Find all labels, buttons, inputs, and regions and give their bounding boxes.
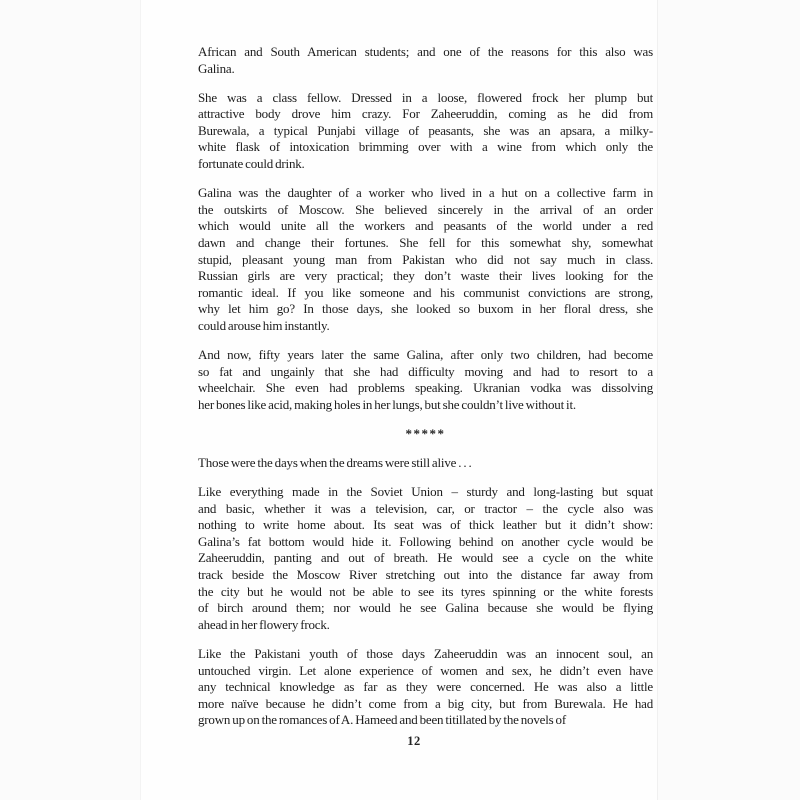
text-line: Burewala, a typical Punjabi village of peasants, she was an apsara, a milky- [198, 122, 653, 138]
text-line: Galina was the daughter of a worker who lived in a hut on a collective farm in [198, 185, 653, 201]
text-line: And now, fifty years later the same Galina, after only two children, had become [198, 347, 653, 362]
text-line: track beside the Moscow River stretching out into the distance far away from [198, 567, 653, 583]
text-line: African and South American students; and one of the reasons for this also was [198, 44, 653, 59]
paragraph [198, 90, 653, 173]
text-line: her bones like acid, making holes in her lungs, but she couldn’t live without it. [198, 396, 576, 412]
text-line: attractive body drove him crazy. For Zaheeruddin, coming as he did from [198, 106, 653, 122]
text-line: wheelchair. She even had problems speaking. Ukranian vodka was dissolving [198, 380, 653, 396]
text-line: of birch around them; nor would he see Galina because she would be flying [198, 600, 653, 616]
text-line: fortunate could drink. [198, 156, 305, 172]
text-line: which would unite all the workers and peasants of the world under a red [198, 218, 653, 234]
text-line: could arouse him instantly. [198, 317, 330, 333]
text-line: She was a class fellow. Dressed in a loose, flowered frock her plump but [198, 89, 653, 105]
text-block [198, 44, 653, 741]
text-line: Zaheeruddin, panting and out of breath. He would see a cycle on the white [198, 550, 653, 566]
text-line: ahead in her flowery frock. [198, 616, 330, 632]
text-line: Like everything made in the Soviet Union – sturdy and long-lasting but squat [198, 484, 653, 500]
paragraph [198, 455, 653, 472]
text-line: Those were the days when the dreams were still alive . . . [198, 454, 472, 470]
paragraph [198, 484, 653, 633]
text-line: Russian girls are very practical; they don’t waste their lives looking for the [198, 268, 653, 284]
paragraph [198, 347, 653, 413]
text-line: untouched virgin. Let alone experience of women and sex, he didn’t even have [198, 662, 653, 678]
text-line: the outskirts of Moscow. She believed sincerely in the arrival of an order [198, 201, 653, 217]
text-line: so fat and ungainly that she had difficulty moving and had to resort to a [198, 363, 653, 379]
text-line: Galina. [198, 60, 235, 76]
text-line: Galina’s fat bottom would hide it. Following behind on another cycle would be [198, 533, 653, 549]
text-line: Like the Pakistani youth of those days Zaheeruddin was an innocent soul, an [198, 645, 653, 661]
text-line: and basic, whether it was a television, car, or tractor – the cycle also was [198, 500, 653, 516]
text-line: white flask of intoxication brimming over with a wine from which only the [198, 139, 653, 155]
text-line: stupid, pleasant young man from Pakistan who did not say much in class. [198, 251, 653, 267]
paragraph [198, 44, 653, 77]
text-line: more naïve because he didn’t come from a big city, but from Burewala. He had [198, 695, 653, 711]
text-line: any technical knowledge as far as they were concerned. He was also a little [198, 679, 653, 695]
text-line: why let him go? In those days, she looked so buxom in her floral dress, she [198, 301, 653, 317]
paragraph [198, 646, 653, 729]
text-line: romantic ideal. If you like someone and his communist convictions are strong, [198, 284, 653, 300]
section-separator: ***** [405, 425, 446, 441]
page-number: 12 [407, 734, 421, 748]
text-line: grown up on the romances of A. Hameed and been titillated by the novels of [198, 712, 566, 728]
paragraph [198, 185, 653, 334]
text-line: dawn and change their fortunes. She fell for this somewhat shy, somewhat [198, 234, 653, 250]
text-line: nothing to write home about. Its seat was of thick leather but it didn’t show: [198, 517, 653, 533]
text-line: the city but he would not be able to see its tyres spinning or the white forests [198, 583, 653, 599]
